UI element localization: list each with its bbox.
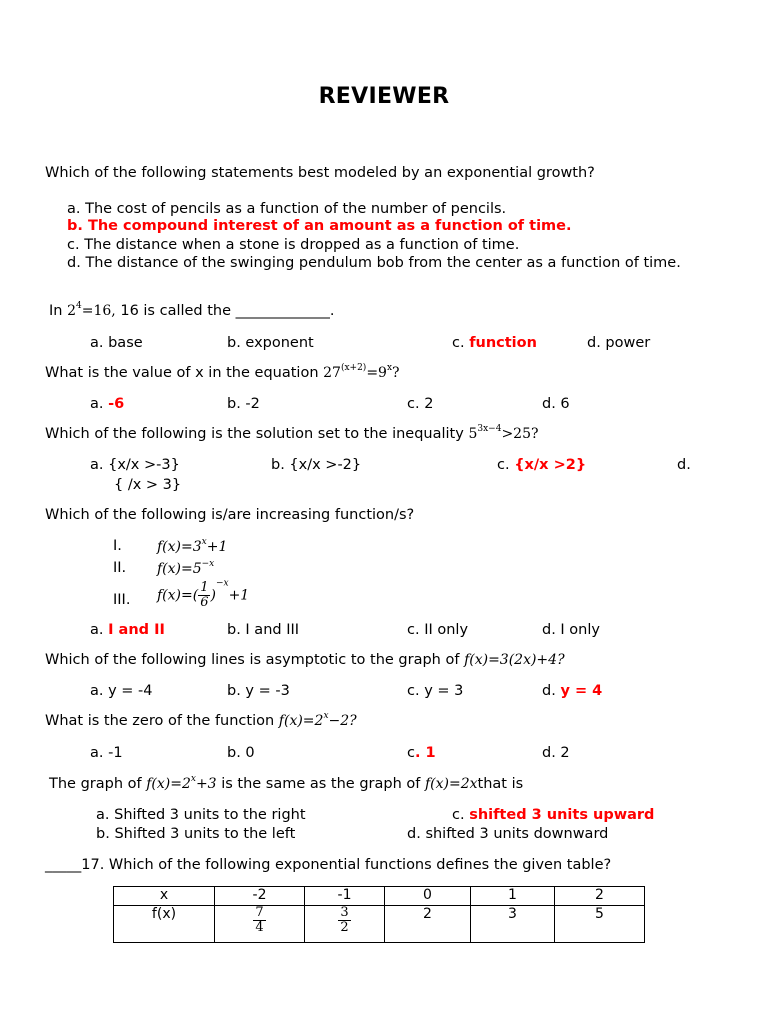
q7-option-c-answer: c. 1 (407, 745, 436, 761)
question-6: Which of the following lines is asymptotic to the graph of f(x)=3(2x)+4? (45, 652, 565, 668)
function-table (113, 886, 645, 943)
q5-item-2-equation: $f(x)=5^{-x}$ (157, 559, 215, 577)
question-8: The graph of $f(x)=2^x+3$ is the same as the graph of f(x)=2xthat is (49, 774, 524, 792)
q5-option-c: c. II only (407, 622, 469, 638)
q3-option-d: d. 6 (542, 396, 570, 412)
q1-option-a: a. The cost of pencils as a function of the number of pencils. (67, 201, 507, 217)
table-cell: 5 (555, 906, 645, 943)
q5-item-1-equation: $f(x)=3^x+1$ (157, 537, 228, 555)
question-4: Which of the following is the solution set to the inequality $5^{3x-4}>25$? (45, 424, 539, 442)
q7-option-d: d. 2 (542, 745, 570, 761)
q5-item-1-label: I. (113, 538, 122, 554)
q6-option-c: c. y = 3 (407, 683, 464, 699)
question-7: What is the zero of the function $f(x)=2^x-2$? (45, 711, 357, 729)
q5-item-2-label: II. (113, 560, 127, 576)
q6-option-a: a. y = -4 (90, 683, 153, 699)
q8-option-d: d. shifted 3 units downward (407, 826, 609, 842)
q4-option-b: b. {x/x >-2} (271, 457, 362, 473)
question-2: In $2^4=16$, 16 is called the _____________. (49, 301, 335, 319)
table-cell: x (114, 887, 215, 906)
q8-option-a: a. Shifted 3 units to the right (96, 807, 306, 823)
q7-option-a: a. -1 (90, 745, 123, 761)
q1-option-c: c. The distance when a stone is dropped as a function of time. (67, 237, 520, 253)
q2-option-c-answer: c. function (452, 335, 537, 351)
table-cell: 2 (555, 887, 645, 906)
table-cell: 3 (471, 906, 555, 943)
q3-option-a-answer: a. -6 (90, 396, 125, 412)
question-1: Which of the following statements best modeled by an exponential growth? (45, 165, 595, 181)
q2-option-d: d. power (587, 335, 651, 351)
table-cell: $\frac{7}{4}$ (215, 906, 305, 943)
q2-option-b: b. exponent (227, 335, 314, 351)
q5-option-b: b. I and III (227, 622, 300, 638)
q8-option-c-answer: c. shifted 3 units upward (452, 807, 655, 823)
q1-option-d: d. The distance of the swinging pendulum bob from the center as a function of time. (67, 255, 681, 271)
table-cell: 0 (385, 887, 471, 906)
table-cell: -1 (305, 887, 385, 906)
q5-item-3-label: III. (113, 592, 131, 608)
q7-option-b: b. 0 (227, 745, 255, 761)
table-row (114, 887, 645, 906)
q8-option-b: b. Shifted 3 units to the left (96, 826, 296, 842)
table-cell: $\frac{3}{2}$ (305, 906, 385, 943)
page-title: REVIEWER (318, 84, 450, 109)
q3-option-b: b. -2 (227, 396, 260, 412)
q4-option-c-answer: c. {x/x >2} (497, 457, 587, 473)
question-9: _____17. Which of the following exponential functions defines the given table? (45, 857, 612, 873)
q4-option-a: a. {x/x >-3} (90, 457, 180, 473)
table-cell: f(x) (114, 906, 215, 943)
q5-item-3-equation: f(x)=( $\frac{1}{6}$ )$^{-x}$+1 (157, 578, 250, 610)
q4-option-d: d. (677, 457, 691, 473)
q4-option-d-text: { /x > 3} (114, 477, 182, 493)
question-3: What is the value of x in the equation $27^{(x+2)}=9^x$? (45, 363, 400, 381)
table-cell: 1 (471, 887, 555, 906)
table-row (114, 906, 645, 943)
q5-option-d: d. I only (542, 622, 600, 638)
q3-option-c: c. 2 (407, 396, 434, 412)
q1-option-b-answer: b. The compound interest of an amount as a function of time. (67, 218, 572, 234)
table-cell: 2 (385, 906, 471, 943)
table-cell: -2 (215, 887, 305, 906)
q5-option-a-answer: a. I and II (90, 622, 165, 638)
q6-option-d-answer: d. y = 4 (542, 683, 603, 699)
q6-option-b: b. y = -3 (227, 683, 290, 699)
q2-option-a: a. base (90, 335, 143, 351)
question-5: Which of the following is/are increasing function/s? (45, 507, 415, 523)
